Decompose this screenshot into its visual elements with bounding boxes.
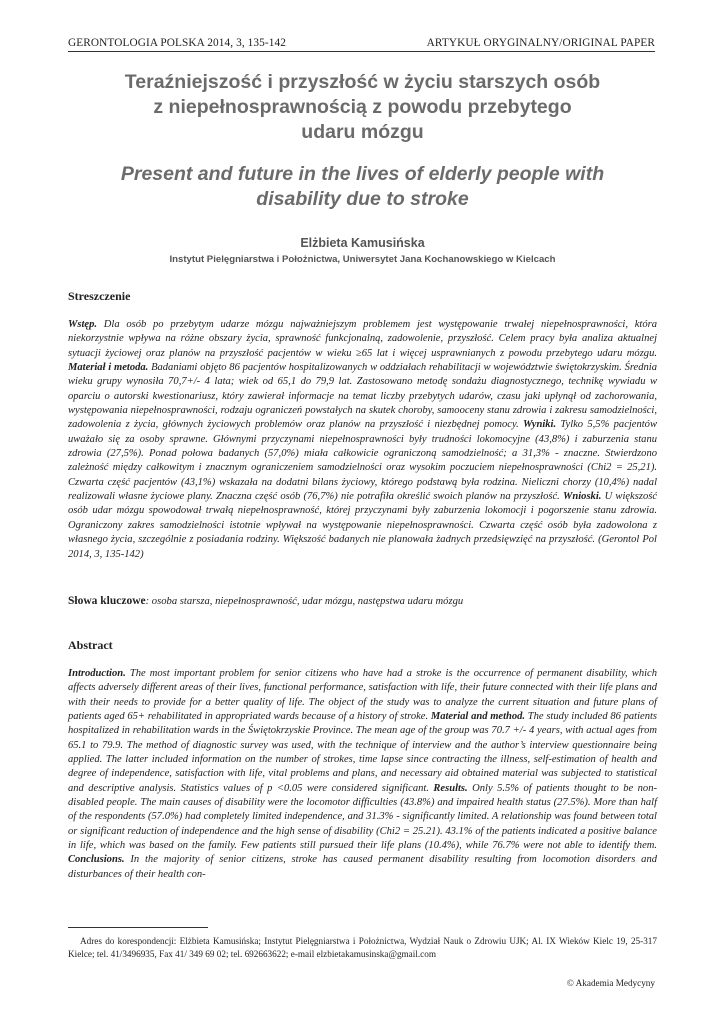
abstract-heading: Abstract [68,638,113,652]
title-english-line: disability due to stroke [256,188,469,210]
article-type: ARTYKUŁ ORYGINALNY/ORIGINAL PAPER [426,37,655,49]
introduction-text: The most important problem for senior citizens who have had a stroke is the occurrence of permanent disability, which affects adversely different areas of their lives, functional performance, satisfaction with life, their future connected with their life plans and with their needs to provide for a better quality of life. The object of the study was to analyze the current situation and future plans of patients aged 65+ rehabilitated in appropriated wards because of a history of stroke. [68,668,657,723]
author-name: Elżbieta Kamusińska [300,236,425,250]
introduction-label: Introduction. [68,668,126,679]
journal-citation: GERONTOLOGIA POLSKA 2014, 3, 135-142 [68,37,287,49]
title-polish-line: Teraźniejszość i przyszłość w życiu starszych osób [124,71,601,93]
keywords-text: : osoba starsza, niepełnosprawność, udar mózgu, następstwa udaru mózgu [145,596,464,607]
wnioski-label: Wnioski. [563,491,602,503]
abstract-body [68,667,657,882]
streszczenie-body [68,318,657,562]
conclusions-text: In the majority of senior citizens, stroke has caused permanent disability resulting from locomotion disorders and disturbances of their health con- [68,854,657,880]
material-label: Materiał i metoda. [68,362,149,374]
material-text: Badaniami objęto 86 pacjentów hospitalizowanych w oddziałach rehabilitacji w województwie świętokrzyskim. Średnia wieku grupy wynosiła 70,7+/- 4 lata; wiek od 65,1 do 79,9 lat. Zastosowano metodę sondażu diagnostycznego, technikę wywiadu w oparciu o autorski kwestionariusz, który zawierał informacje na temat liczby przebytych udarów, czasu jaki upłynął od zachorowania, występowania niepełnosprawności, rodzaju ograniczeń powstałych na skutek choroby, samooceny stanu zdrowia i zakresu samodzielności, zadowolenia z życia, głównych życiowych problemów oraz planów na przyszłość i niezbędnej pomocy. [68,362,657,431]
material-method-label: Material and method. [430,711,526,723]
wnioski-text: U większość osób udar mózgu spowodował trwałą niepełnosprawność, której przyczynami były zaburzenia lokomocji i pogorszenie stanu zdrowia. Ograniczony zakres samodzielności istotnie wpływał na występowanie niepełnosprawności. Czwarta część osób była zadowolona z własnego życia, szczególnie z posiadania rodziny. Większość badanych nie planowała żadnych przedsięwzięć na przyszłość. (Gerontol Pol 2014, 3, 135-142) [68,491,657,560]
title-polish-line: udaru mózgu [301,121,424,143]
title-polish-line: z niepełnosprawnością z powodu przebytego [153,96,572,118]
footnote-divider [68,927,208,928]
material-method-text: The study included 86 patients hospitalized in rehabilitation wards in the Świętokrzyskie Province. The mean age of the group was 70.7 +/- 4 years, with actual ages from 65.1 to 79.9. The method of diagnostic survey was used, with the technique of interview and the author’s interview questionnaire being applied. The latter included information on the number of strokes, time lapse since contracting the illness, self-estimation of health and degree of independence, satisfaction with life, vital problems and plans, and necessary aid obtained material was subjected to statistical and descriptive analysis. Statistics values of p <0.05 were considered significant. [68,711,657,794]
copyright-notice: © Akademia Medycyny [566,978,655,988]
correspondence-footnote: Adres do korespondencji: Elżbieta Kamusińska; Instytut Pielęgniarstwa i Położnictwa, Wydział Nauk o Zdrowiu UJK; Al. IX Wieków Kielc 19, 25-317 Kielce; tel. 41/3496935, Fax 41/ 349 69 02; tel. 692663622; e-mail elzbietakamusinska@gmail.com [68,936,657,959]
wstep-text: Dla osób po przebytym udarze mózgu najważniejszym problemem jest występowanie trwałej niepełnosprawności, która niekorzystnie wpływa na różne obszary życia, sprawność funkcjonalną, zadowolenie, przyszłość. Celem pracy była analiza aktualnej sytuacji życiowej oraz planów na przyszłość pacjentów w wieku ≥65 lat i więcej usprawnianych z powodu przebytego udaru mózgu. [68,319,657,359]
running-head [68,37,655,52]
title-english-line: Present and future in the lives of elderly people with [120,163,605,185]
streszczenie-heading: Streszczenie [68,289,131,303]
wstep-label: Wstęp. [68,319,98,330]
conclusions-label: Conclusions. [68,854,125,866]
author-affiliation: Instytut Pielęgniarstwa i Położnictwa, Uniwersytet Jana Kochanowskiego w Kielcach [169,254,556,265]
title-polish [60,70,665,145]
results-text: Only 5.5% of patients thought to be non-disabled people. The main causes of disability were the locomotor difficulties (43.8%) and impaired health status (27.5%). More than half of the respondents (57.0%) had completely limited independence, and 31.3% - significantly limited. A relationship was found between total or significant reduction of independence and the high sense of disability (Chi2 = 25.21). 43.1% of the patients indicated a positive balance in life, which was based on the family. Few patients still pursued their life plans (10.4%), while 76.7% were not able to identify them. [68,782,657,852]
title-english [60,162,665,212]
wyniki-label: Wyniki. [523,419,557,431]
keywords [68,595,657,607]
results-label: Results. [433,782,468,794]
wyniki-text: Tylko 5,5% pacjentów uważało się za osoby sprawne. Głównymi przyczynami niepełnosprawności były trudności lokomocyjne (43,8%) i zaburzenia stanu zdrowia (27,5%). Ponad połowa badanych (57,0%) miała całkowicie ograniczoną samodzielność; a 31,3% - znaczne. Stwierdzono zależność między całkowitym i znacznym ograniczeniem samodzielności oraz wysokim poczuciem niepełnosprawności (Chi2 = 25,21). Czwarta część pacjentów (43,1%) wskazała na dodatni bilans życiowy, którego podstawą była rodzina. Nieliczni chorzy (10,4%) nadal realizowali własne życiowe plany. Znaczna część osób (76,7%) nie potrafiła określić swoich planów na przyszłość. [68,419,657,503]
keywords-label: Słowa kluczowe [68,595,146,607]
